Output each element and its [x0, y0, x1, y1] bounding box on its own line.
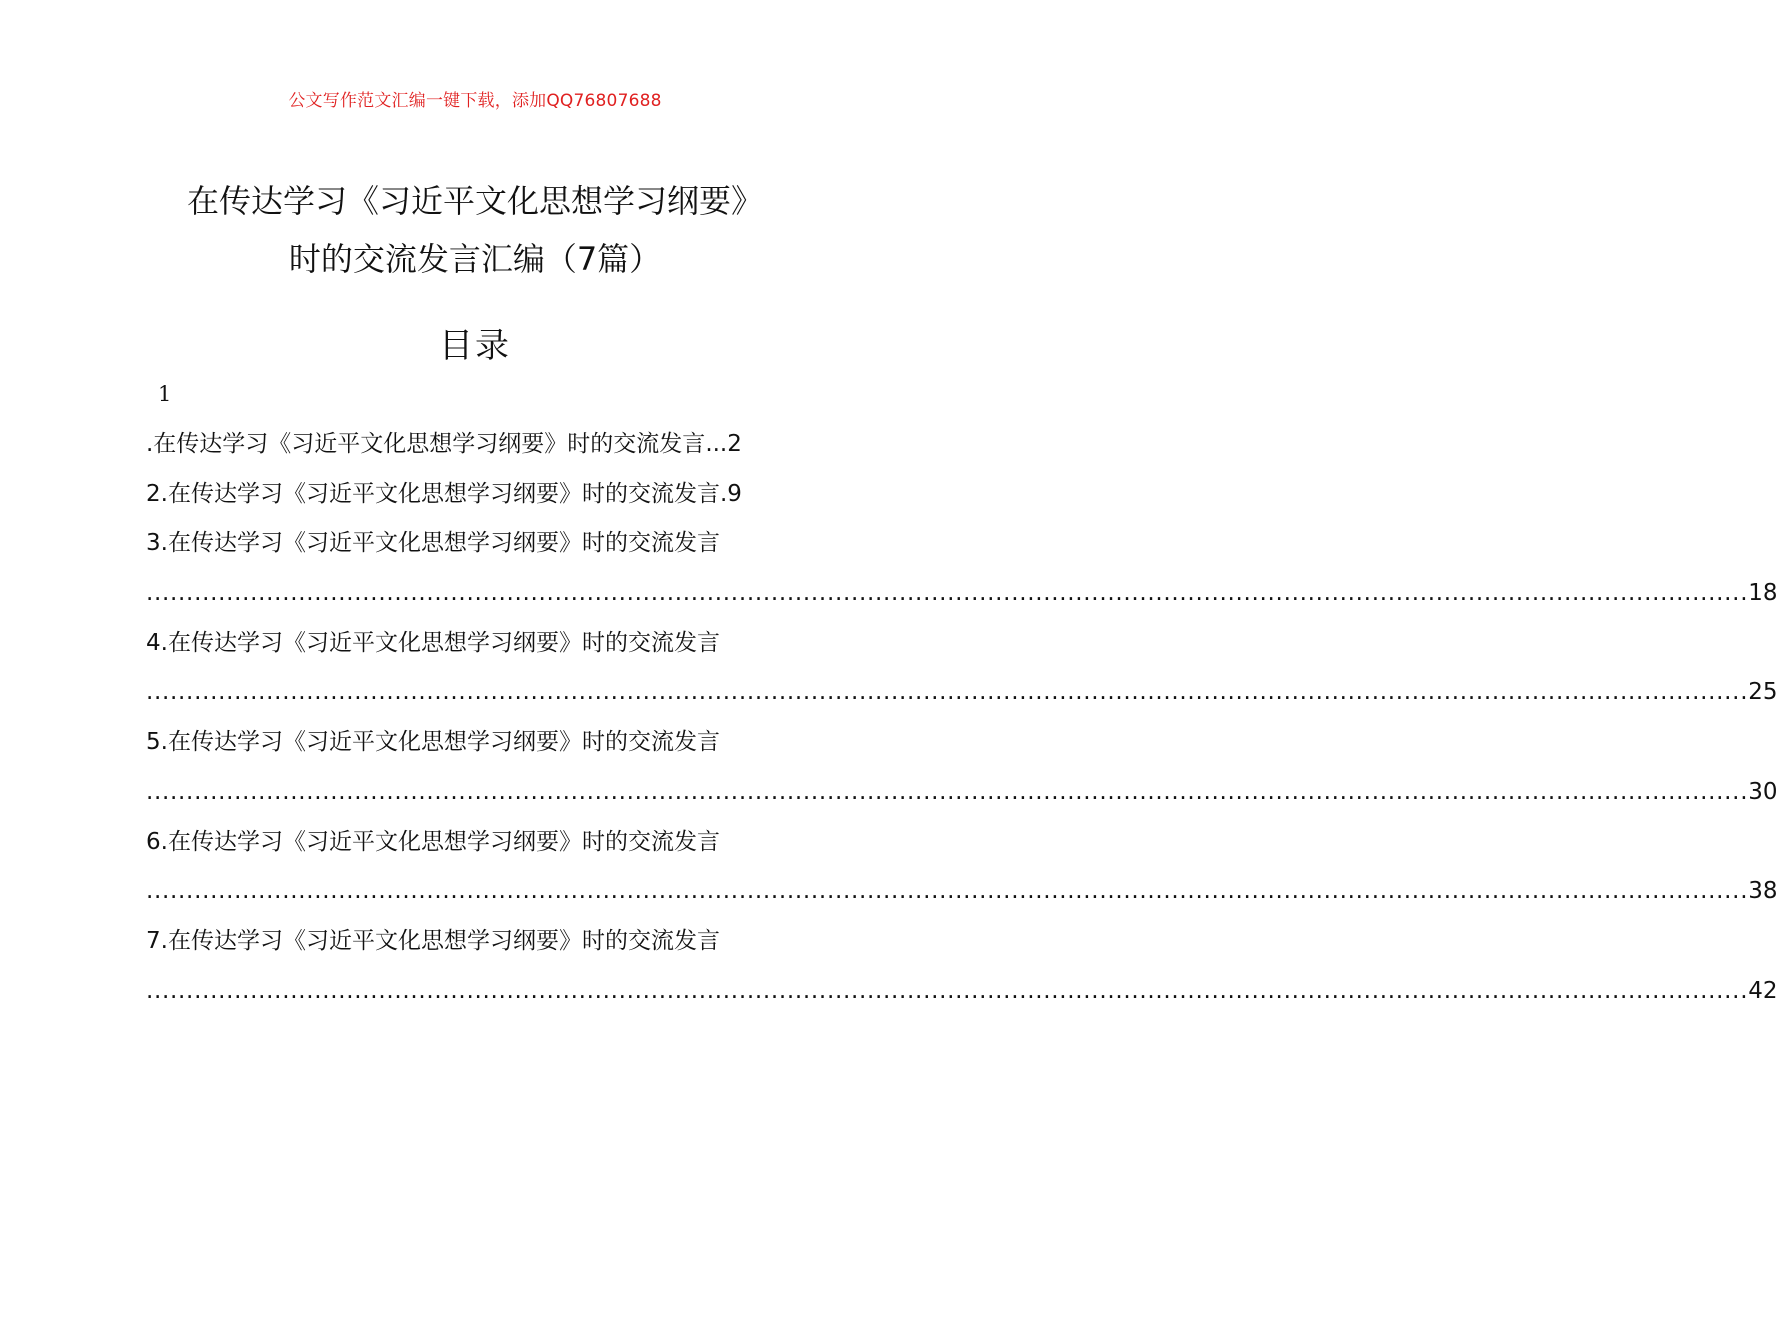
toc-entry-4-leader-line[interactable] [146, 668, 1778, 718]
toc-entry-3[interactable] [146, 519, 806, 569]
toc-entry-page: 2 [727, 431, 742, 457]
title-line-2: 时的交流发言汇编（7篇） [288, 240, 662, 278]
toc-entry-4[interactable] [146, 619, 806, 669]
toc-dot-leader: ........................................................................................................................................................................................................ [146, 778, 1749, 805]
toc-entry-page: 9 [727, 480, 742, 507]
toc-heading: 目录 [439, 326, 511, 366]
toc-entry-7[interactable] [146, 917, 806, 967]
toc-entry-title: .在传达学习《习近平文化思想学习纲要》时的交流发言 [146, 431, 706, 457]
toc-entry-5-leader-line[interactable] [146, 768, 1778, 818]
toc-dot-leader: ........................................................................................................................................................................................................ [146, 679, 1749, 706]
toc-entry-6-leader-line[interactable] [146, 867, 1778, 917]
toc-entry-1[interactable] [146, 420, 806, 470]
toc-entry-page: 18 [1748, 580, 1778, 607]
toc-entry-title: 7.在传达学习《习近平文化思想学习纲要》时的交流发言 [146, 927, 720, 954]
title-line-1: 在传达学习《习近平文化思想学习纲要》 [186, 182, 763, 220]
toc-entry-page: 42 [1748, 977, 1778, 1004]
toc-entry-title: 2.在传达学习《习近平文化思想学习纲要》时的交流发言 [146, 480, 720, 507]
toc-stray-number: 1 [158, 382, 172, 406]
toc-entry-page: 38 [1748, 878, 1778, 905]
toc-dot-leader: ........................................................................................................................................................................................................ [146, 580, 1749, 607]
toc-entry-page: 25 [1748, 679, 1778, 706]
toc-entry-title: 6.在传达学习《习近平文化思想学习纲要》时的交流发言 [146, 828, 720, 855]
toc-entry-6[interactable] [146, 818, 806, 868]
table-of-contents [146, 420, 1778, 1016]
toc-entry-leader: ... [705, 431, 728, 457]
toc-entry-page: 30 [1748, 778, 1778, 805]
toc-dot-leader: ........................................................................................................................................................................................................ [146, 878, 1749, 905]
toc-entry-title: 3.在传达学习《习近平文化思想学习纲要》时的交流发言 [146, 530, 720, 557]
toc-entry-2[interactable] [146, 470, 806, 520]
toc-entry-leader: . [719, 480, 728, 507]
toc-entry-7-leader-line[interactable] [146, 967, 1778, 1017]
document-title [0, 172, 950, 288]
toc-entry-5[interactable] [146, 718, 806, 768]
toc-entry-3-leader-line[interactable] [146, 569, 1778, 619]
toc-dot-leader: ........................................................................................................................................................................................................ [146, 977, 1749, 1004]
toc-entry-title: 5.在传达学习《习近平文化思想学习纲要》时的交流发言 [146, 729, 720, 756]
toc-entry-title: 4.在传达学习《习近平文化思想学习纲要》时的交流发言 [146, 629, 720, 656]
watermark-text: 公文写作范文汇编一键下载，添加QQ76807688 [288, 91, 662, 111]
